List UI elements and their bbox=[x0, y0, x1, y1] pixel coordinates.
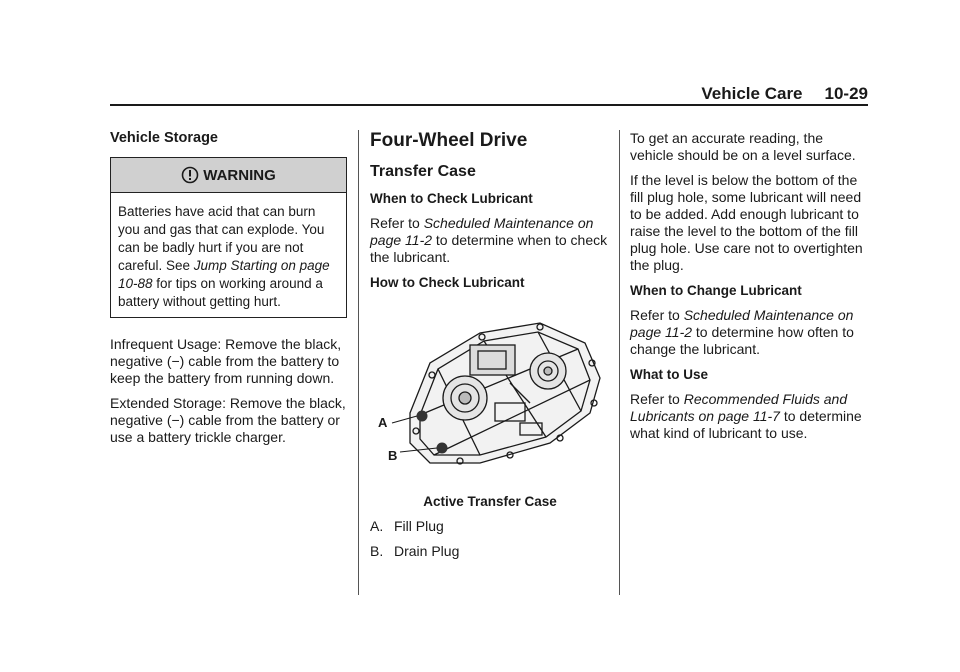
text-part: to determine how often to change the lubricant. bbox=[630, 324, 854, 357]
accurate-reading-paragraph: To get an accurate reading, the vehicle should be on a level surface. bbox=[630, 130, 856, 163]
transfer-case-heading: Transfer Case bbox=[370, 163, 476, 180]
warning-text-part: for tips on working around a battery without getting hurt. bbox=[118, 276, 323, 309]
legend-item-b bbox=[370, 543, 610, 560]
vehicle-storage-heading: Vehicle Storage bbox=[110, 130, 218, 146]
header-rule bbox=[110, 104, 868, 106]
section-title: Vehicle Care bbox=[701, 84, 803, 103]
warning-text bbox=[111, 193, 346, 317]
column-3 bbox=[630, 130, 870, 450]
drain-plug-label: B bbox=[388, 448, 398, 463]
what-to-use-paragraph bbox=[630, 391, 870, 442]
column-divider-1 bbox=[358, 130, 359, 595]
warning-box bbox=[110, 157, 347, 318]
transfer-case-figure bbox=[370, 303, 610, 483]
warning-icon bbox=[181, 166, 199, 184]
when-to-change-paragraph bbox=[630, 307, 870, 358]
page-header bbox=[110, 84, 868, 104]
page-number: 10-29 bbox=[824, 84, 868, 103]
legend-label: Fill Plug bbox=[394, 518, 444, 534]
recommended-fluids-link[interactable]: Recommended Fluids and Lubricants on page 11-7 bbox=[630, 391, 848, 424]
warning-header bbox=[111, 158, 346, 193]
text-part: Refer to bbox=[370, 215, 424, 231]
fill-level-paragraph: If the level is below the bottom of the fill plug hole, some lubricant will need to be added. Add enough lubricant to raise the level to the bottom of the fill plug hole. Use care not to overtighten the plug. bbox=[630, 172, 863, 273]
text-part: Refer to bbox=[630, 391, 684, 407]
when-to-check-heading: When to Check Lubricant bbox=[370, 191, 533, 206]
warning-title: WARNING bbox=[203, 166, 276, 184]
how-to-check-heading: How to Check Lubricant bbox=[370, 275, 525, 290]
what-to-use-heading: What to Use bbox=[630, 367, 709, 382]
four-wheel-drive-heading: Four-Wheel Drive bbox=[370, 130, 528, 151]
figure-caption: Active Transfer Case bbox=[423, 494, 557, 509]
transfer-case-illustration bbox=[370, 303, 610, 483]
extended-storage-paragraph: Extended Storage: Remove the black, negative (−) cable from the battery or use a battery trickle charger. bbox=[110, 395, 346, 445]
warning-text-part: Batteries have acid that can burn you and gas that can explode. You can be badly hurt if you are not careful. See bbox=[118, 204, 325, 273]
column-divider-2 bbox=[619, 130, 620, 595]
legend-label: Drain Plug bbox=[394, 543, 460, 559]
legend-item-a bbox=[370, 518, 610, 535]
fill-plug-label: A bbox=[378, 415, 388, 430]
text-part: to determine what kind of lubricant to use. bbox=[630, 408, 862, 441]
text-part: to determine when to check the lubricant. bbox=[370, 232, 608, 265]
column-1 bbox=[110, 130, 350, 454]
scheduled-maintenance-link-2[interactable]: Scheduled Maintenance on page 11-2 bbox=[630, 307, 854, 340]
jump-starting-link[interactable]: Jump Starting on page 10-88 bbox=[118, 258, 330, 291]
infrequent-usage-paragraph: Infrequent Usage: Remove the black, negative (−) cable from the battery to keep the battery from running down. bbox=[110, 336, 342, 386]
when-to-check-paragraph bbox=[370, 215, 610, 266]
legend-key: B. bbox=[370, 543, 384, 559]
legend-key: A. bbox=[370, 518, 384, 534]
column-2 bbox=[370, 130, 610, 568]
when-to-change-heading: When to Change Lubricant bbox=[630, 283, 802, 298]
text-part: Refer to bbox=[630, 307, 684, 323]
scheduled-maintenance-link[interactable]: Scheduled Maintenance on page 11-2 bbox=[370, 215, 594, 248]
